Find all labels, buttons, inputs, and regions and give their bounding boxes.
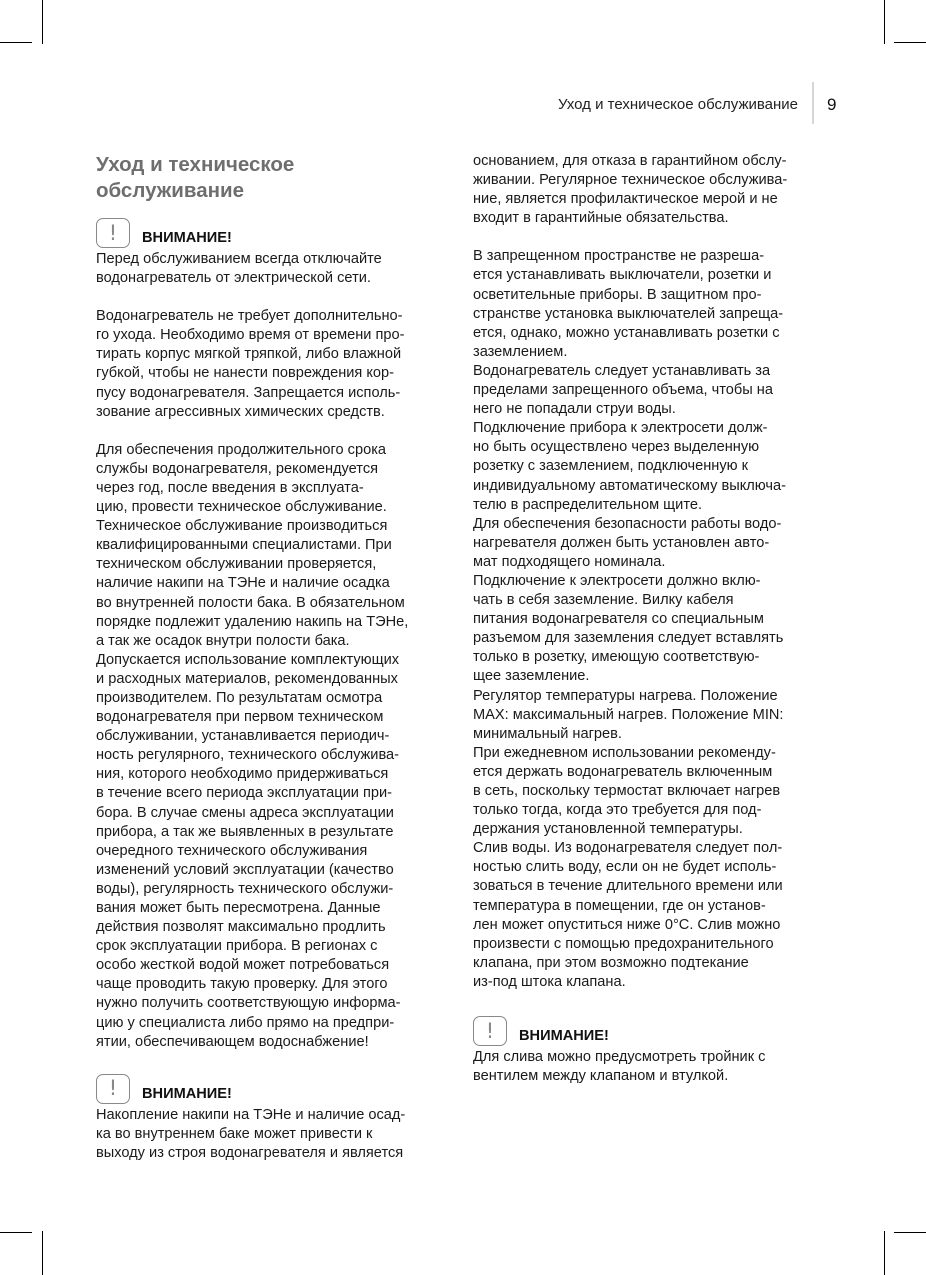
crop-mark-top-left-v: [42, 0, 43, 44]
header-divider: [812, 82, 814, 124]
crop-mark-top-right-v: [884, 0, 885, 44]
left-column: [96, 152, 452, 1163]
right-column: [473, 152, 829, 1086]
warning-block-1: [96, 218, 452, 248]
crop-mark-bottom-left-h: [0, 1232, 32, 1233]
warning-text: Для слива можно предусмотреть тройник с вентилем между клапаном и втулкой.: [473, 1049, 766, 1085]
warning-label: ВНИМАНИЕ!: [142, 230, 232, 246]
crop-mark-top-right-h: [894, 42, 926, 43]
warning-block-3: [473, 1016, 829, 1046]
paragraph-warranty: основанием, для отказа в гарантийном обслу- живании. Регулярное техническое обслужива- ние, является профилактическое мерой и не входит в гарантийные обязательства.: [473, 153, 788, 227]
crop-mark-bottom-right-v: [884, 1231, 885, 1275]
crop-mark-bottom-left-v: [42, 1231, 43, 1275]
warning-text: Перед обслуживанием всегда отключайте водонагреватель от электрической сети.: [96, 251, 382, 287]
warning-icon: !: [96, 1074, 130, 1104]
running-header-title: Уход и техническое обслуживание: [557, 96, 798, 113]
warning-text: Накопление накипи на ТЭНе и наличие осад- ка во внутреннем баке может привести к выходу из строя водонагревателя и является: [96, 1106, 406, 1161]
warning-icon: !: [473, 1016, 507, 1046]
warning-label: ВНИМАНИЕ!: [142, 1085, 232, 1102]
warning-icon: !: [96, 218, 130, 248]
warning-block-2: [96, 1074, 452, 1104]
warning-label: ВНИМАНИЕ!: [519, 1028, 609, 1045]
crop-mark-bottom-right-h: [894, 1232, 926, 1233]
paragraph-installation: В запрещенном пространстве не разреша- ется устанавливать выключатели, розетки и осветительные приборы. В защитном про- странстве установка выключателей запреща- ется, однако, можно устанавливать розетки с заземлением. Водонагреватель следует устанавливать за пределами запрещенного объема, чтобы на него не попадали струи воды. Подключение прибора к электросети долж- но быть осуществлено через выделенную розетку с заземлением, подключенную к индивидуальному автоматическому выключа- телю в распределительном щите. Для обеспечения безопасности работы водо- нагревателя должен быть установлен авто- мат подходящего номинала. Подключение к электросети должно вклю- чать в себя заземление. Вилку кабеля питания водонагревателя со специальным разъемом для заземления следует вставлять только в розетку, имеющую соответствую- щее заземление. Регулятор температуры нагрева. Положение MAX: максимальный нагрев. Положение MIN: минимальный нагрев. При ежедневном использовании рекоменду- ется держать водонагреватель включенным в сеть, поскольку термостат включает нагрев только тогда, когда это требуется для под- держания установленной температуры. Слив воды. Из водонагревателя следует пол- ностью слить воду, если он не будет исполь- зоваться в течение длительного времени или температура в помещении, где он установ- лен может опуститься ниже 0°С. Слив можно произвести с помощью предохранительного клапана, при этом возможно подтекание из-под штока клапана.: [473, 248, 786, 990]
paragraph-care: Водонагреватель не требует дополнительно- го ухода. Необходимо время от времени про- тирать корпус мягкой тряпкой, либо влажной губкой, чтобы не нанести повреждения кор- пусу водонагревателя. Запрещается исполь- зование агрессивных химических средств.: [96, 308, 405, 420]
section-heading: Уход и техническое обслуживание: [96, 153, 295, 202]
crop-mark-top-left-h: [0, 42, 32, 43]
paragraph-maintenance: Для обеспечения продолжительного срока службы водонагревателя, рекомендуется через год, после введения в эксплуата- цию, провести техническое обслуживание. Техническое обслуживание производиться квалифицированными специалистами. При техническом обслуживании проверяется, наличие накипи на ТЭНе и наличие осадка во внутренней полости бака. В обязательном порядке подлежит удалению накипь на ТЭНе, а так же осадок внутри полости бака. Допускается использование комплектующих и расходных материалов, рекомендованных производителем. По результатам осмотра водонагревателя при первом техническом обслуживании, устанавливается периодич- ность регулярного, технического обслужива- ния, которого необходимо придерживаться в течение всего периода эксплуатации при- бора. В случае смены адреса эксплуатации прибора, а так же выявленных в результате очередного технического обслуживания изменений условий эксплуатации (качество воды), регулярность технического обслужи- вания может быть пересмотрена. Данные действия позволят максимально продлить срок эксплуатации прибора. В регионах с особо жесткой водой может потребоваться чаще проводить такую проверку. Для этого нужно получить соответствующую информа- цию у специалиста либо прямо на предпри- ятии, обеспечивающем водоснабжение!: [96, 441, 409, 1050]
page-number: 9: [827, 95, 837, 114]
